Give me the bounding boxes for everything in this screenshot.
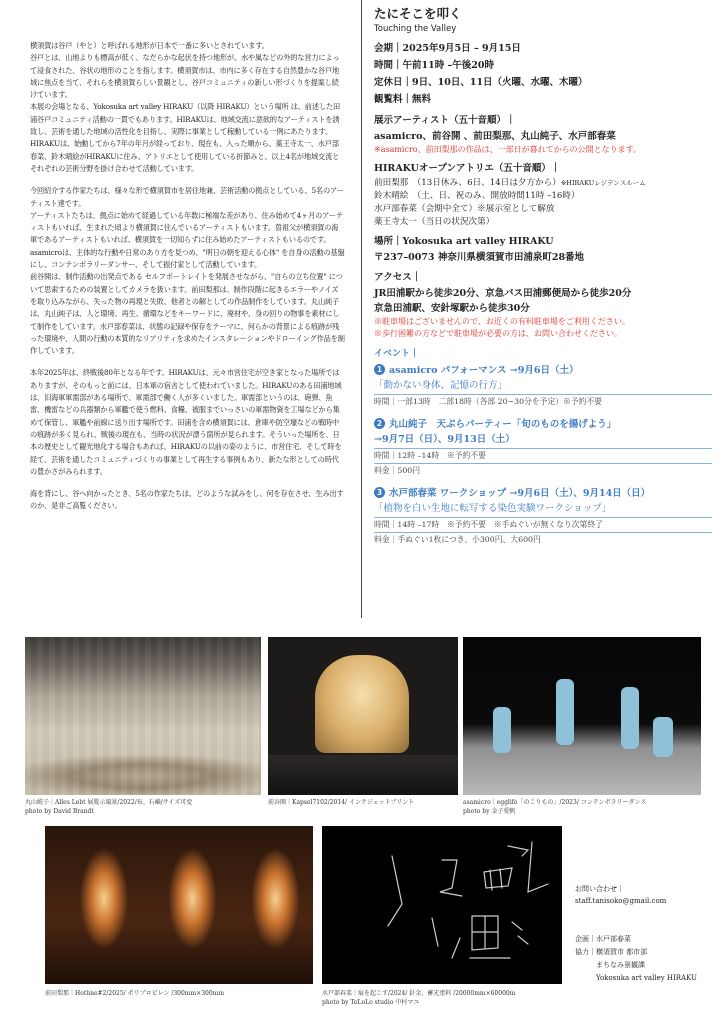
number-badge: 1 (374, 364, 385, 375)
access-section (374, 270, 712, 340)
atelier-row: 鈴木晴絵 （土、日、祝のみ、開放時間11時 –16時） (374, 191, 580, 201)
divider (374, 448, 712, 449)
venue-address: 〒237–0073 神奈川県横須賀市田浦泉町28番地 (374, 252, 585, 263)
atelier-row: 薬王寺太一（当日の状況次第） (374, 217, 495, 227)
event-fee: 料金｜手ぬぐい1枚につき、小300円、大600円 (374, 535, 541, 544)
exhibition-title: たにそこを叩く (374, 6, 462, 21)
venue-name: 場所｜Yokosuka art valley HIRAKU (374, 236, 554, 247)
contact-email[interactable]: staff.tanisoko@gmail.com (575, 897, 667, 905)
intro-paragraph-2: 今回紹介する作家たちは、様々な形で横須賀市を居住地兼、芸術活動の拠点としている、5名のアーティスト達です。 アーティストたちは、拠点に始めて経過している年数に極端な差があり、住み始めて4ヶ月のアーティストもいれば、生まれた頃より横須賀に住んでいるアーティストもいます。曽祖父が横須賀の海軍であるアーティストもいれば、横須賀を一切知らずに住み始めたアーティストもいるのです。 asamicroは、主体的な行動や日常のあり方を見つめ、"明日の朝を迎える心体" を自身の活動の基盤にし、コンテンポラリーダンサー、そして振付家として活動しています。 前谷開は、制作活動の出発点である セルフポートレイトを発展させながら、"自らの立ち位置" について思索するための装置としてカメラを扱います。前田梨那は、制作段階に起きるエラーやノイズを取り込みながら、失った物の再現と失敗、他者との解としての作品制作をしています。丸山純子は、丸山純子は、人と環境、再生、循環などをキーワードに、廃材や、身の回りの物事を素材にして制作をしています。水戸部春菜は、状態の記録や保存をテーマに、何らかの背景による痕跡が残った環境や、人間の行動の本質的なリアリティを求めたインスタレーションやドローイング作品を制作しています。 (30, 186, 345, 356)
photo-atowo-okosu (322, 826, 562, 984)
period: 会期｜2025年9月5日 – 9月15日 (374, 43, 521, 54)
events-heading: イベント｜ (374, 349, 420, 359)
access-line-1: JR田浦駅から徒歩20分、京急バス田浦郵便局から徒歩20分 (374, 288, 632, 299)
contact-block (575, 883, 666, 907)
divider (374, 517, 712, 518)
number-badge: 3 (374, 487, 385, 498)
artists-names: asamicro、前谷開 、前田梨那、丸山純子、水戸部春菜 (374, 131, 616, 142)
photo-caption: 水戸部春菜｜痕を起こす/2024/ 針金、蓄光塗料 /20000mm×60000m photo by ToLoLo studio 中村マユ (322, 990, 516, 1006)
event-1 (374, 363, 712, 408)
photo-alles-lebt (25, 637, 261, 795)
event-fee: 料金｜500円 (374, 466, 421, 475)
intro-paragraph-1: 横須賀は谷戸（やと）と呼ばれる地形が日本で一番に多いとされています。 谷戸とは、山地よりも標高が低く、なだらかな起伏を持つ地形が、水や風などの外的な営力によって浸食された、谷状の地形のことを指します。横須賀市は、市内に多く存在する自然豊かな谷戸地域に焦点を当て、それらを横須賀らしい景観とし、谷戸コミュニティの新しい形づくりを提案し続けています。 本展の会場となる、Yokosuka art valley HIRAKU（以降 HIRAKU）という場所 は、前述した田浦谷戸コミュニティ活動の一貫でもあります。HIRAKUは、地域交流に意欲的なアーティストを誘致し、芸術を通した地域の活性化を目指し、実際に事業として稼動している一例にあたります。HIRAKUは、始動してから7年の年月が経っており、現在も、入った順から、薬王寺太一、水戸部春菜、鈴木晴絵がHIRAKUに住み、アトリエとして使用している折節みと、以上4名が地域交流とそれぞれの芸術分野を掛け合わせて活動しています。 (30, 41, 340, 173)
divider (374, 463, 712, 464)
atelier-heading: HIRAKUオープンアトリエ（五十音順）｜ (374, 163, 561, 174)
event-subtitle: 「植物を白い生地に転写する染色実験ワークショップ」 (374, 503, 612, 514)
number-badge: 2 (374, 418, 385, 429)
access-heading: アクセス｜ (374, 272, 422, 283)
artists-section (374, 113, 712, 156)
divider (374, 532, 712, 533)
event-3 (374, 486, 712, 546)
divider (374, 394, 712, 395)
event-dates: →9月7日（日）、9月13日（土） (374, 434, 515, 445)
intro-paragraph-3: 本年2025年は、終戦後80年となる年です。HIRAKUは、元々市営住宅が空き家となった場所ではありますが、そのもっと前には、日本軍の宿舎として使われていました。HIRAKUのある田浦地域は、旧海軍軍需部がある場所で、軍需部で働く人が多くいました。軍需部というのは、砲弾、魚雷、機雷などの兵器類から軍艦で使う燃料、食糧、被服までいっさいの軍需物資を工場などから集めて保管し、軍艦や前線に送り出す場所です。田浦を含め横須賀には、倉庫や防空壕などの戦時中の痕跡が多く見られ、戦後の現在も、当時の状況が漂う箇所が見られます。そういった場所を、日本の歴史として観光地化する場合もあれば、HIRAKUの以前の姿のように、市営住宅、そして時を経て、芸術を通したコミュニティづくりの事業として再生する事例もあり、新たな形としての時代の豊かさがみられます。 (30, 368, 342, 476)
exhibition-subtitle: Touching the Valley (374, 24, 457, 34)
atelier-section (374, 161, 712, 229)
access-line-2: 京急田浦駅、安針塚駅から徒歩30分 (374, 303, 530, 314)
access-note-1: ※駐車場はございませんので、お近くの有料駐車場をご利用ください。 (374, 317, 630, 326)
access-note-2: ※歩行困難の方などで駐車場が必要の方は、お問い合わせください。 (374, 329, 622, 338)
photo-egglife (463, 637, 701, 795)
glow-wire-drawing (322, 826, 562, 984)
photo-caption: asamicro｜egglife「のこりもの」/2023/ コンテンポラリーダンス photo by 金子愛帆 (463, 799, 647, 815)
photo-caption: 丸山純子｜Alles Lebt 展覧示風景/2022/布、石鹸/サイズ可変 photo by David Brandt (25, 799, 193, 815)
event-2 (374, 417, 712, 477)
photo-hotline (45, 826, 313, 984)
venue-section (374, 234, 712, 265)
column-divider (361, 0, 362, 618)
photo-kapsel (268, 637, 458, 795)
event-time: 時間｜14時 –17時 ※予約不要 ※手ぬぐいが無くなり次第終了 (374, 520, 603, 529)
photo-caption: 前田梨那｜Hotline#2/2025/ ポリプロピレン /300mm×300mm (45, 990, 225, 997)
contact-label: お問い合わせ｜ (575, 885, 624, 893)
artists-heading: 展示アーティスト（五十音順）｜ (374, 115, 516, 126)
atelier-row: 水戸部春菜（会期中全て）※展示室として解放 (374, 204, 555, 214)
admission-fee: 観覧料｜無料 (374, 94, 432, 105)
credits-block: 企画｜水戸部春菜 協力｜横須賀市 都市部 まちなみ景観課 Yokosuka art valley HIRAKU (575, 935, 697, 982)
event-time: 時間｜12時 –14時 ※予約不要 (374, 451, 486, 460)
atelier-row: 前田梨那 （13日休み、6日、14日は夕方から）※HIRAKUレジデンスルーム (374, 178, 646, 188)
hours: 時間｜午前11時 –午後20時 (374, 60, 494, 71)
intro-text (30, 40, 345, 523)
event-subtitle: 「動かない身体、記憶の行方」 (374, 380, 508, 391)
event-title: 丸山純子 天ぷらパーティー「旬のものを揚げよう」 (389, 419, 617, 430)
intro-paragraph-4: 海を背にし、谷へ向かったとき、5名の作家たちは、どのような試みをし、何を存在させ、生み出すのか、是非ご高覧ください。 (30, 489, 344, 511)
event-title: asamicro パフォーマンス →9月6日（土） (389, 365, 579, 376)
closed-days: 定休日｜9日、10日、11日（火曜、水曜、木曜） (374, 77, 588, 88)
event-time: 時間｜一部13時 二部18時（各部 20~30分を予定）※予約不要 (374, 397, 603, 406)
event-title: 水戸部春菜 ワークショップ →9月6日（土）、9月14日（日） (389, 488, 651, 499)
exhibition-info (374, 4, 712, 555)
artists-note: ※asamicro、前田梨那の作品は、一部日が暮れてからの公開となります。 (374, 145, 641, 154)
photo-caption: 前谷開｜Kapsel7102/2014/ インクジェットプリント (268, 799, 415, 806)
